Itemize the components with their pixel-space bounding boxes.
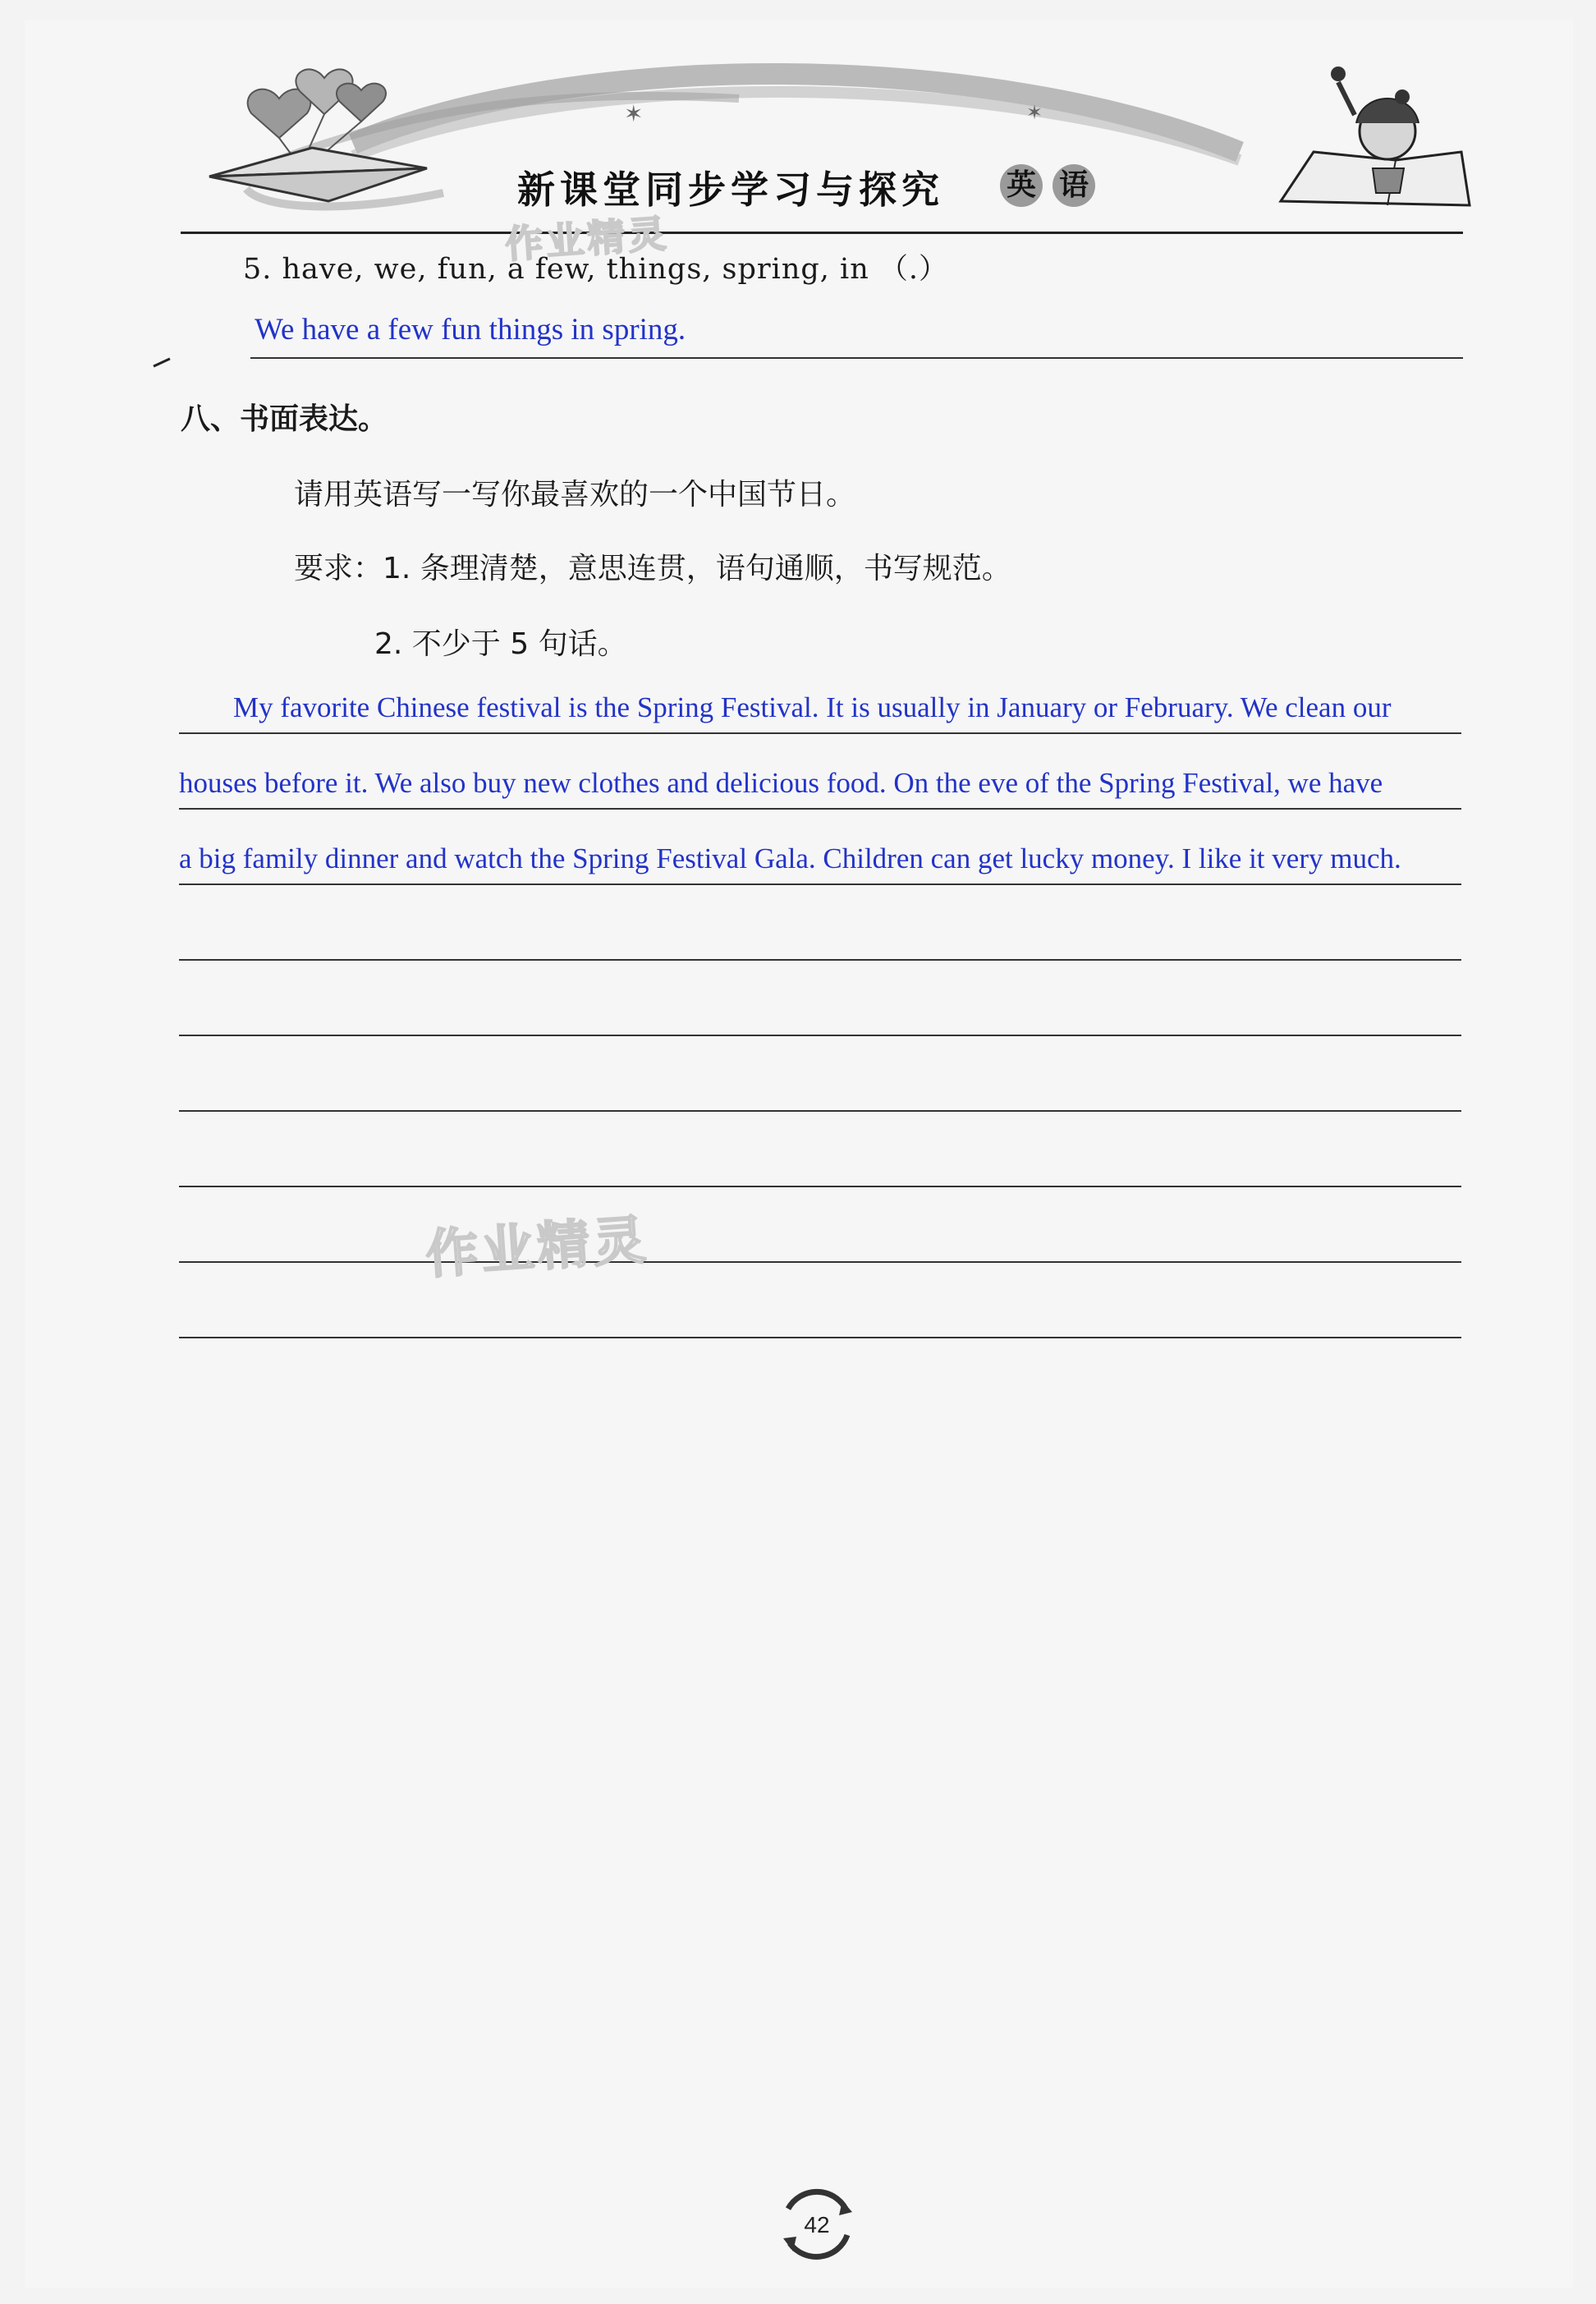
writing-line-5: [179, 1035, 1461, 1036]
subject-badge-2: 语: [1053, 164, 1095, 207]
watermark-top: 作业精灵: [503, 211, 671, 267]
page-header: [0, 0, 1596, 238]
writing-line-3: [179, 884, 1461, 885]
page-number: 42: [804, 2212, 830, 2237]
subject-badge-1: 英: [1000, 164, 1043, 207]
writing-line-7: [179, 1186, 1461, 1187]
answer-line-q5: [250, 357, 1463, 359]
essay-line-3: a big family dinner and watch the Spring Festival Gala. Children can get lucky money. I like it very much.: [179, 842, 1401, 874]
writing-line-8: [179, 1261, 1461, 1263]
writing-line-1: [179, 732, 1461, 734]
series-title: 新课堂同步学习与探究: [517, 168, 944, 212]
section-8-title: 八、书面表达。: [181, 402, 388, 436]
writing-line-4: [179, 959, 1461, 961]
writing-line-6: [179, 1110, 1461, 1112]
essay-line-1: My favorite Chinese festival is the Spring Festival. It is usually in January or February. We clean our: [233, 691, 1392, 723]
header-divider: [181, 232, 1463, 234]
question-5-prompt: 5. have, we, fun, a few, things, spring, in （.）: [243, 253, 949, 286]
essay-line-2: houses before it. We also buy new clothes and delicious food. On the eve of the Spring Festival, we have: [179, 767, 1383, 799]
question-5-answer: We have a few fun things in spring.: [255, 313, 686, 347]
writing-line-9: [179, 1337, 1461, 1338]
section-8-instruction: 请用英语写一写你最喜欢的一个中国节日。: [294, 478, 856, 512]
section-8-requirement-1: 要求：1. 条理清楚，意思连贯，语句通顺，书写规范。: [294, 552, 1011, 585]
writing-line-2: [179, 808, 1461, 810]
svg-text:✶: ✶: [1026, 101, 1043, 124]
page-background: [25, 20, 1573, 2288]
section-8-requirement-2: 2. 不少于 5 句话。: [374, 627, 627, 661]
svg-text:✶: ✶: [624, 100, 644, 127]
page-number-badge: [772, 2184, 862, 2266]
watermark-bottom: 作业精灵: [424, 1209, 651, 1287]
